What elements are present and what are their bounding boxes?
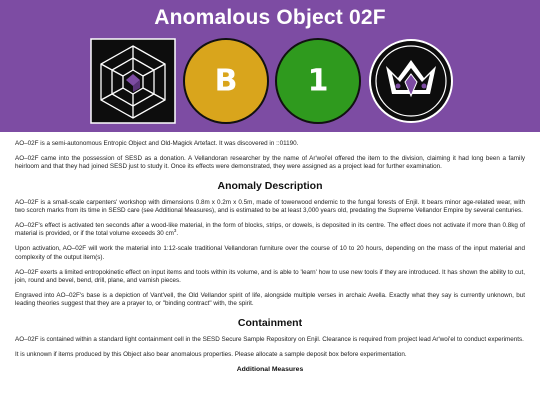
anomaly-paragraph-2-text: AO–02F's effect is activated ten seconds after a wood-like material, in the form of blocks, strips, or dowels, is deposited in its centre. The effect does not activate if more than 0.8kg of material is provided, or if the total volume exceeds 30 cm bbox=[15, 222, 525, 238]
intro-paragraph-2: AO–02F came into the possession of SESD as a donation. A Vellandoran researcher by the name of Ar'woi'el offered the item to the division, claiming it had long been a family heirloom and that they had joined SESD just to study it. Once its effects were demonstrated, they were assigned as a project lead for further examination. bbox=[15, 155, 525, 171]
class-letter: B bbox=[214, 63, 238, 99]
header-banner bbox=[0, 0, 540, 132]
anomaly-paragraph-1: AO–02F is a small-scale carpenters' workshop with dimensions 0.8m x 0.2m x 0.5m, made of towerwood endemic to the fungal forests of Enjil. It bears minor age-related wear, with two scorch marks from its time in SESD care (see Additional Measures), and is estimated to be at least 3,000 years old, predating the Supreme Vellandor Empire by several centuries. bbox=[15, 198, 525, 214]
cubic-superscript: 3 bbox=[173, 228, 177, 234]
section-heading-anomaly: Anomaly Description bbox=[217, 179, 323, 192]
classification-icons bbox=[0, 38, 540, 126]
anomaly-paragraph-2 bbox=[15, 222, 525, 238]
disruption-number: 1 bbox=[307, 63, 329, 99]
anomaly-paragraph-4: AO–02F exerts a limited entropokinetic effect on input items and tools within its volume, and is able to 'learn' how to use new tools if they are introduced. It has shown the ability to cut, join, round and bevel, bend, drill, plane, and varnish pieces. bbox=[15, 268, 525, 285]
containment-cube-icon bbox=[90, 38, 176, 124]
class-badge-icon bbox=[183, 38, 269, 124]
anomaly-paragraph-2-end: . bbox=[176, 230, 179, 238]
intro-paragraph-1: AO–02F is a semi-autonomous Entropic Object and Old-Magick Artefact. It was discovered in ::01190. bbox=[15, 140, 299, 147]
page-title: Anomalous Object 02F bbox=[154, 6, 386, 29]
containment-paragraph-1: AO–02F is contained within a standard light containment cell in the SESD Secure Sample Repository on Enjil. Clearance is required from project lead Ar'woi'el to conduct experiments. bbox=[15, 335, 524, 343]
anomaly-paragraph-5: Engraved into AO–02F's base is a depiction of Vant'vell, the Old Vellandor spirit of life, alongside multiple verses in archaic Avella. Exactly what they say is currently unknown, but leading theories suggest that they are a prayer to, or "binding contract" with, the spirit. bbox=[15, 292, 525, 308]
document-body bbox=[0, 132, 540, 374]
anomaly-paragraph-3: Upon activation, AO–02F will work the material into 1:12-scale traditional Vellandoran furniture over the course of 10 to 20 hours, depending on the mass of the input material and complexity of the output item(s). bbox=[15, 245, 525, 261]
risk-crown-icon bbox=[368, 38, 454, 124]
section-heading-containment: Containment bbox=[237, 316, 303, 329]
disruption-badge-icon bbox=[275, 38, 361, 124]
containment-paragraph-2: It is unknown if items produced by this Object also bear anomalous properties. Please allocate a sample deposit box before experimentation. bbox=[15, 350, 407, 358]
section-heading-additional: Additional Measures bbox=[236, 366, 304, 374]
